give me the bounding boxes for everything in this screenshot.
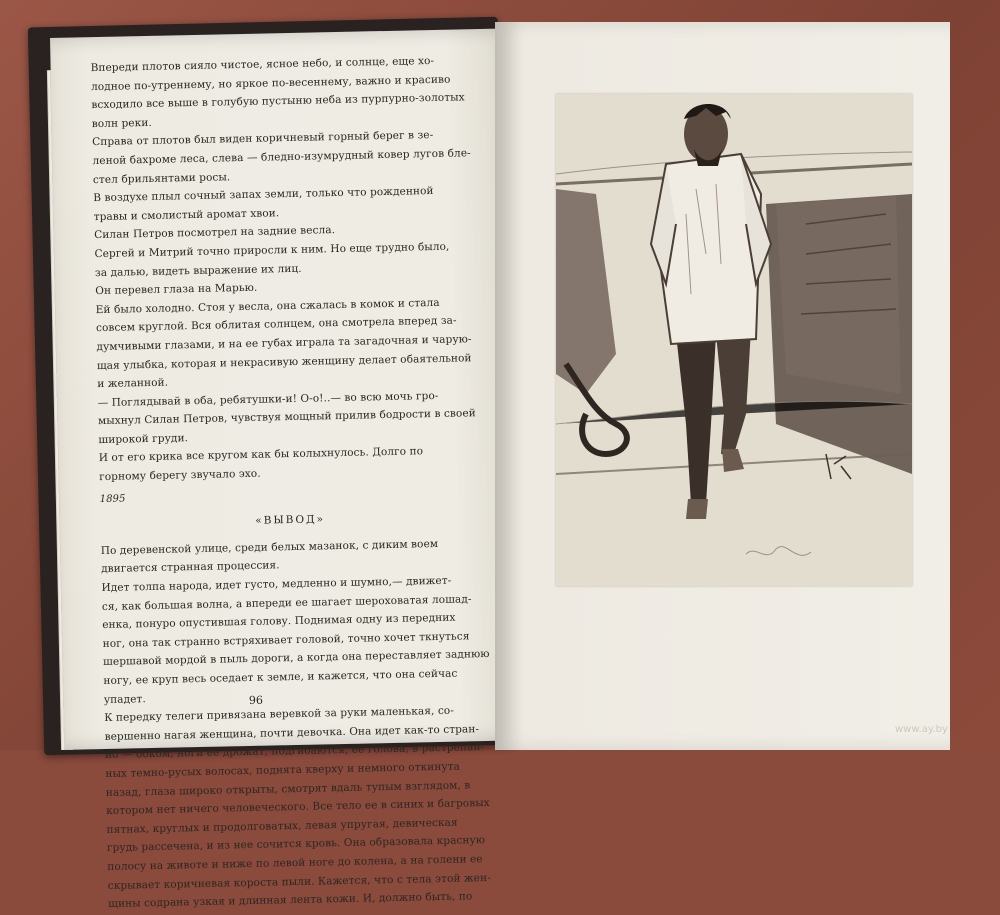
text-line: грудь рассечена, и из нее сочится кровь. Она образовала красную xyxy=(106,834,486,855)
text-line: щая улыбка, которая и некрасивую женщину делает обаятельной xyxy=(96,351,472,372)
text-line: пятнах, круглых и продолговатых, левая упругая, девическая xyxy=(106,816,458,836)
text-line: Ей было холодно. Стоя у весла, она сжалась в комок и стала xyxy=(95,296,440,316)
page-number: 96 xyxy=(248,693,264,707)
text-line: полосу на животе и ниже по левой ноге до колена, а на голени ее xyxy=(107,853,483,873)
text-line: лодное по-утреннему, но яркое по-весеннему, важно и красиво xyxy=(90,73,451,93)
left-page-text xyxy=(90,51,491,913)
text-line: Идет толпа народа, идет густо, медленно и шумно,— движет- xyxy=(101,574,452,595)
text-line: Справа от плотов был виден коричневый горный берег в зе- xyxy=(92,129,434,149)
text-line: мыхнул Силан Петров, чувствуя мощный прилив бодрости в своей xyxy=(97,407,476,428)
text-line: скрывает коричневая короста пыли. Кажется, что с тела этой жен- xyxy=(107,871,491,892)
text-line: двигается странная процессия. xyxy=(101,559,280,576)
text-line: леной бахроме леса, слева — бледно-изумрудный ковер лугов бле- xyxy=(92,147,471,168)
paragraphs-part-2 xyxy=(101,534,489,914)
text-line: К передку телеги привязана веревкой за руки маленькая, со- xyxy=(104,704,455,725)
illustration-drawing xyxy=(556,94,912,586)
text-line: упадет. xyxy=(103,692,146,706)
text-line: ногу, ее круп весь оседает к земле, и кажется, что она сейчас xyxy=(103,667,458,688)
text-line: волн реки. xyxy=(91,116,152,130)
text-line: енка, понуро опустившая голову. Поднимая одну из передних xyxy=(102,611,456,632)
text-line: Сергей и Митрий точно приросли к ним. Но еще трудно было, xyxy=(94,240,450,261)
text-line: котором нет ничего человеческого. Все тело ее в синих и багровых xyxy=(106,797,490,818)
text-line: ног, она так странно встряхивает головой, точно хочет ткнуться xyxy=(102,630,470,650)
text-line: но — боком, ноги ее дрожат, подгибаются, ее голова, в растрепан- xyxy=(104,741,485,762)
text-line: Впереди плотов сияло чистое, ясное небо, и солнце, еще хо- xyxy=(90,54,435,75)
text-line: совсем круглой. Вся облитая солнцем, она смотрела вперед за- xyxy=(95,314,457,335)
illustration-plate xyxy=(556,94,912,586)
text-line: щины содрана узкая и длинная лента кожи. И, должно быть, по xyxy=(108,890,473,911)
watermark: www.ay.by xyxy=(895,724,948,735)
text-line: И от его крика все кругом как бы колыхнулось. Долго по xyxy=(98,445,424,465)
text-line: за далью, видеть выражение их лиц. xyxy=(94,262,302,279)
text-line: и желанной. xyxy=(97,376,169,391)
text-line: стел брильянтами росы. xyxy=(92,170,231,186)
text-line: вершенно нагая женщина, почти девочка. Она идет как-то стран- xyxy=(104,722,480,743)
text-line: травы и смолистый аромат хвои. xyxy=(93,206,280,223)
text-line: горному берегу звучало эхо. xyxy=(99,467,261,484)
text-line: ся, как большая волна, а впереди ее шагает шероховатая лошад- xyxy=(101,592,472,613)
text-line: думчивыми глазами, и на ее губах играла та загадочная и чарую- xyxy=(96,333,472,353)
text-line: широкой груди. xyxy=(98,432,189,446)
text-line: — Поглядывай в оба, ребятушки-и! О-о!..— во всю мочь гро- xyxy=(97,389,439,409)
left-page xyxy=(50,28,530,911)
text-line: В воздухе плыл сочный запах земли, только что рожденной xyxy=(93,185,434,205)
text-line: назад, глаза широко открыты, смотрят вдаль тупым взглядом, в xyxy=(105,778,471,799)
text-line: всходило все выше в голубую пустыню неба из пурпурно-золотых xyxy=(91,91,465,112)
text-line: ных темно-русых волосах, поднята кверху и немного откинута xyxy=(105,760,461,780)
text-line: По деревенской улице, среди белых мазанок, с диким воем xyxy=(100,537,439,557)
text-line: Силан Петров посмотрел на задние весла. xyxy=(94,224,336,242)
text-line: Он перевел глаза на Марью. xyxy=(95,281,258,298)
text-line: шершавой мордой в пыль дороги, а когда она переставляет заднюю xyxy=(102,648,490,669)
year-mark: 1895 xyxy=(99,493,126,505)
section-title: «ВЫВОД» xyxy=(255,513,326,528)
paragraphs-part-1 xyxy=(90,51,479,487)
